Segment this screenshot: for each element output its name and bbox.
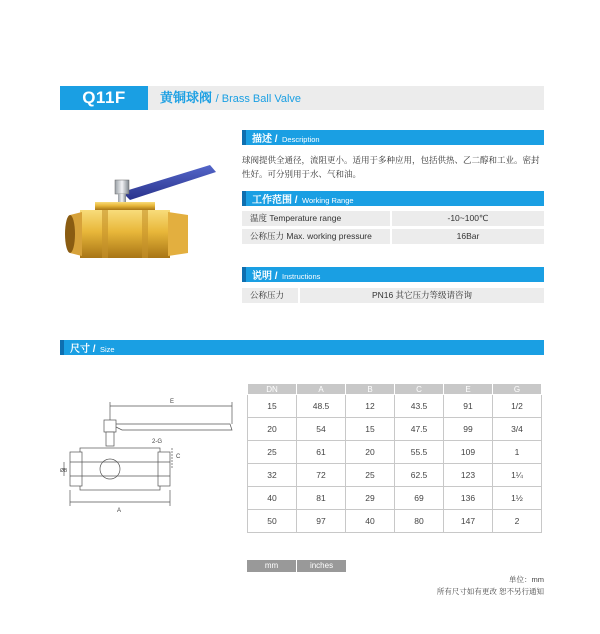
table-cell: 54 (297, 418, 346, 441)
table-cell: 3/4 (493, 418, 542, 441)
table-cell: 81 (297, 487, 346, 510)
instructions-row (242, 288, 544, 303)
table-cell: 109 (444, 441, 493, 464)
table-cell: 47.5 (395, 418, 444, 441)
table-cell: 1/2 (493, 395, 542, 418)
table-row (248, 395, 542, 418)
size-section-bar (60, 340, 544, 355)
table-row (248, 487, 542, 510)
table-cell: 1 (493, 441, 542, 464)
table-cell: 20 (248, 418, 297, 441)
instructions-value: PN16 其它压力等级请咨询 (300, 288, 544, 303)
table-cell: 50 (248, 510, 297, 533)
table-cell: 97 (297, 510, 346, 533)
table-cell: 43.5 (395, 395, 444, 418)
product-title-zh: 黄铜球阀 (160, 90, 213, 105)
table-cell: 62.5 (395, 464, 444, 487)
dimension-table-header (248, 384, 542, 395)
table-cell: 12 (346, 395, 395, 418)
table-cell: 40 (346, 510, 395, 533)
instructions-title-en: Instructions (282, 272, 321, 281)
working-range-label: 温度 Temperature range (242, 211, 390, 226)
table-cell: 80 (395, 510, 444, 533)
column-header: B (346, 384, 395, 395)
table-cell: 147 (444, 510, 493, 533)
table-cell: 20 (346, 441, 395, 464)
table-cell: 2 (493, 510, 542, 533)
column-header: C (395, 384, 444, 395)
table-cell: 48.5 (297, 395, 346, 418)
drawing-label-c: C (176, 454, 181, 460)
dimension-table (247, 383, 542, 533)
table-cell: 55.5 (395, 441, 444, 464)
drawing-label-e: E (170, 399, 175, 405)
table-cell: 1¼ (493, 464, 542, 487)
unit-tab-mm[interactable]: mm (247, 560, 296, 572)
instructions-section-bar (242, 267, 544, 282)
description-title-en: Description (282, 135, 320, 144)
instructions-title-zh: 说明 / (252, 271, 278, 282)
table-cell: 61 (297, 441, 346, 464)
working-range-section-bar (242, 191, 544, 206)
table-cell: 25 (346, 464, 395, 487)
size-title-zh: 尺寸 / (70, 344, 96, 355)
description-text: 球阀提供全通径，流阻更小。适用于多种应用，包括供热、乙二醇和工业。密封性好。可分别用于水、气和油。 (242, 155, 540, 179)
unit-note: 单位：mm (509, 575, 544, 584)
table-cell: 123 (444, 464, 493, 487)
description-title-zh: 描述 / (252, 134, 278, 145)
working-range-row (242, 211, 544, 226)
table-cell: 69 (395, 487, 444, 510)
working-range-label: 公称压力 Max. working pressure (242, 229, 390, 244)
column-header: A (297, 384, 346, 395)
drawing-label-g: 2-G (152, 439, 163, 445)
table-cell: 29 (346, 487, 395, 510)
description-section-bar (242, 130, 544, 145)
table-cell: 40 (248, 487, 297, 510)
instructions-label: 公称压力 (242, 288, 298, 303)
unit-tab-inches[interactable]: inches (297, 560, 346, 572)
table-cell: 91 (444, 395, 493, 418)
table-cell: 72 (297, 464, 346, 487)
column-header: E (444, 384, 493, 395)
size-title-en: Size (100, 345, 115, 354)
working-range-value: 16Bar (392, 229, 544, 244)
column-header: DN (248, 384, 297, 395)
change-notice: 所有尺寸如有更改 恕不另行通知 (436, 587, 544, 596)
valve-dimension-drawing (60, 390, 240, 520)
table-cell: 99 (444, 418, 493, 441)
table-row (248, 464, 542, 487)
table-cell: 136 (444, 487, 493, 510)
working-range-title-en: Working Range (302, 196, 354, 205)
working-range-row (242, 229, 544, 244)
drawing-label-db: ØB (60, 468, 68, 474)
working-range-value: -10~100℃ (392, 211, 544, 226)
table-row (248, 441, 542, 464)
column-header: G (493, 384, 542, 395)
working-range-title-zh: 工作范围 / (252, 195, 298, 206)
table-cell: 25 (248, 441, 297, 464)
drawing-label-a: A (117, 508, 122, 514)
product-title-en: / Brass Ball Valve (215, 93, 302, 105)
model-badge: Q11F (60, 86, 148, 110)
table-row (248, 418, 542, 441)
table-cell: 15 (346, 418, 395, 441)
table-cell: 32 (248, 464, 297, 487)
table-cell: 1½ (493, 487, 542, 510)
table-row (248, 510, 542, 533)
product-title (160, 86, 301, 110)
table-cell: 15 (248, 395, 297, 418)
brass-ball-valve-image (60, 150, 235, 270)
